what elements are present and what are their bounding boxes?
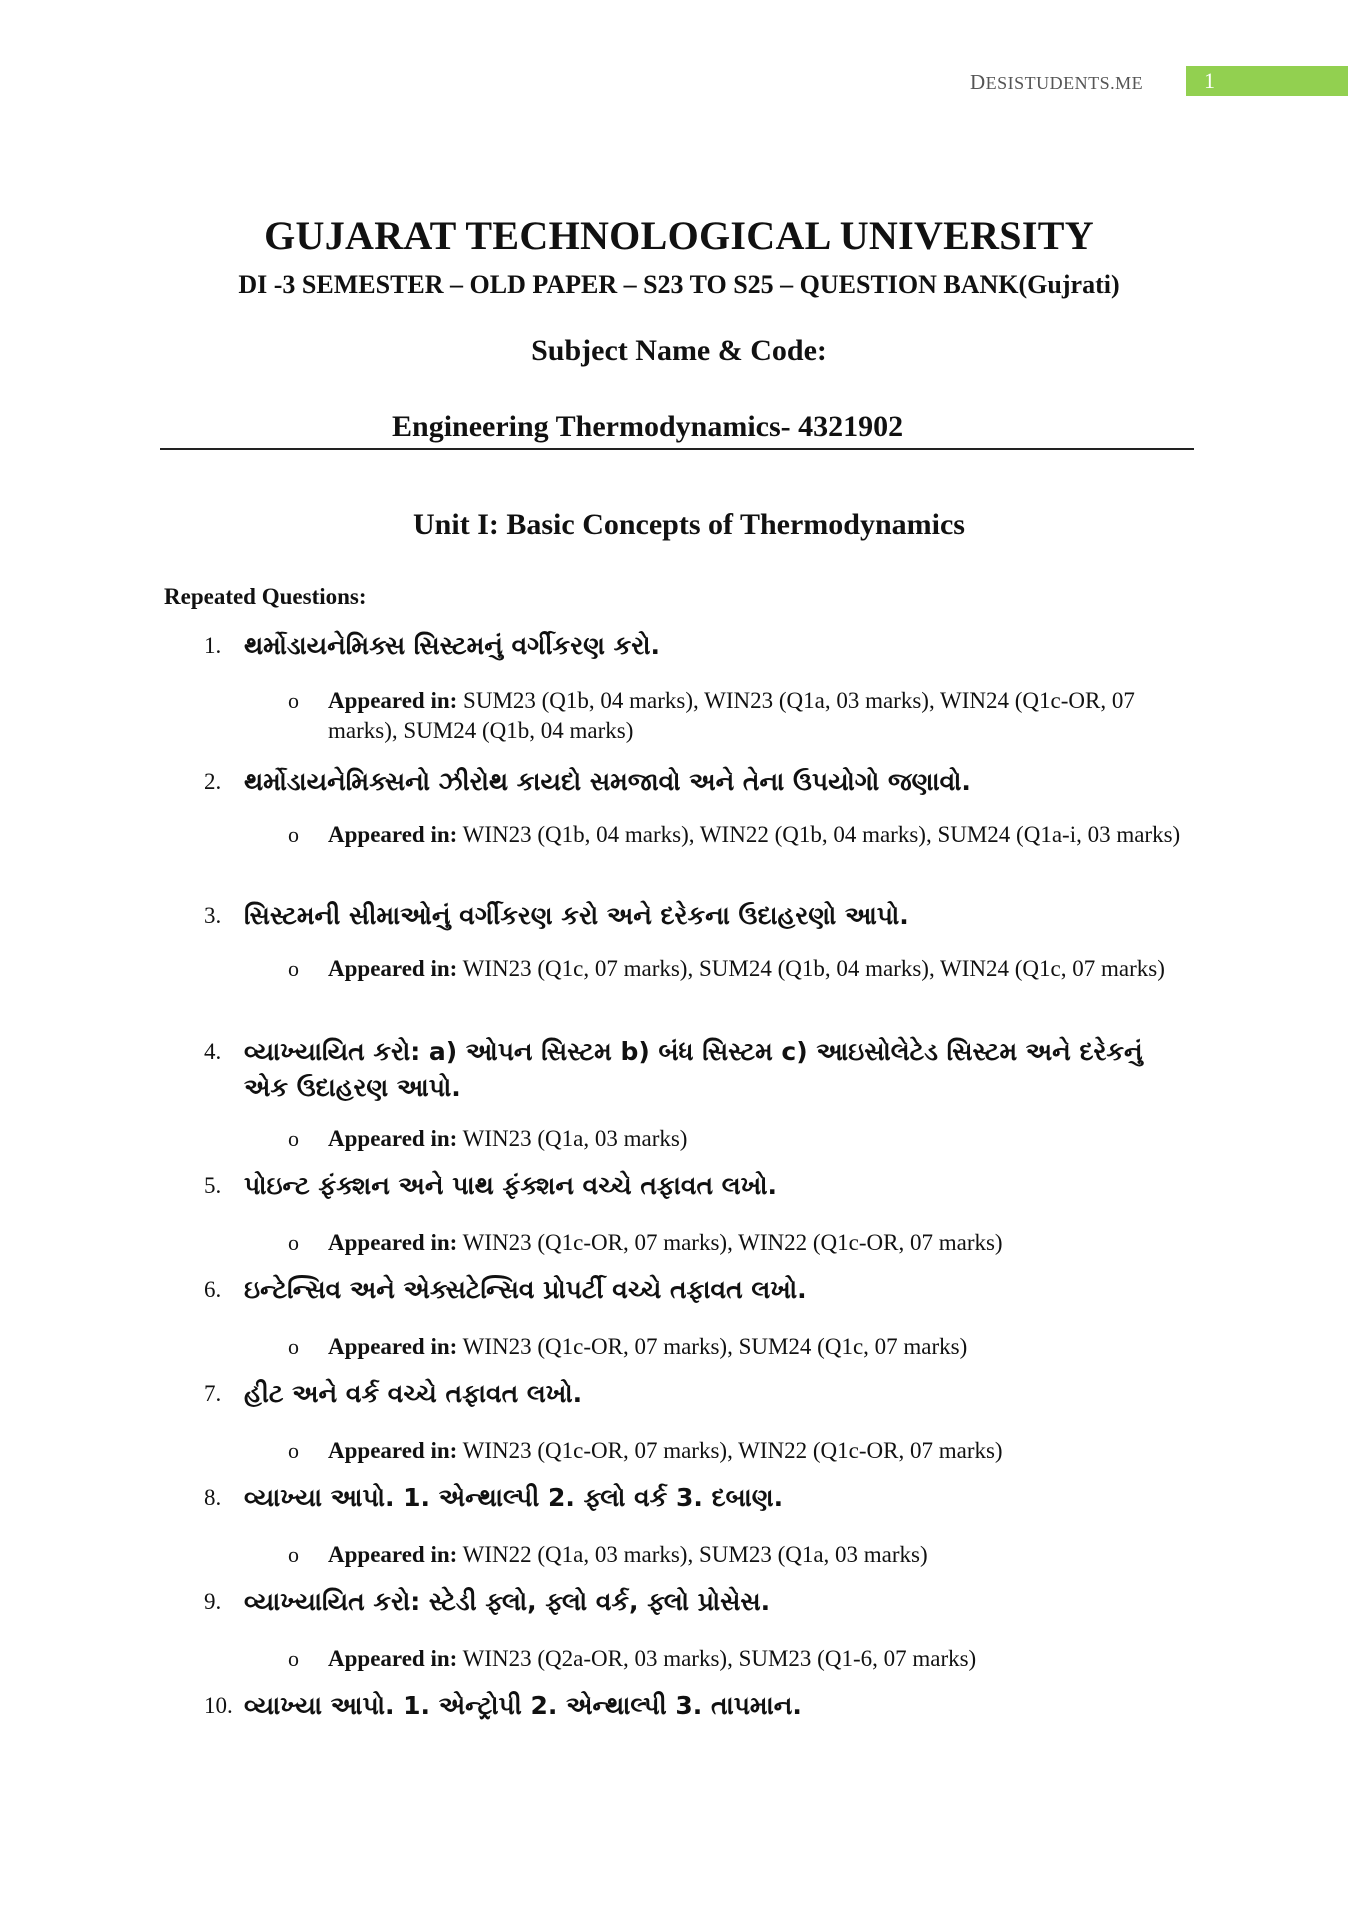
- bullet-circle-icon: o: [288, 1126, 299, 1151]
- appeared-text: WIN23 (Q1a, 03 marks): [462, 1126, 688, 1151]
- bullet-circle-icon: o: [288, 1230, 299, 1255]
- document-subtitle: DI -3 SEMESTER – OLD PAPER – S23 TO S25 – QUESTION BANK(Gujrati): [238, 270, 1120, 299]
- question-item: [204, 1272, 1194, 1308]
- question-item: [204, 1688, 1194, 1724]
- question-text: વ્યાખ્યા આપો. 1. એન્ટ્રોપી 2. એન્થાલ્પી 3. તાપમાન.: [244, 1691, 802, 1720]
- subject-name: Engineering Thermodynamics- 4321902: [392, 410, 904, 443]
- question-item: [204, 1480, 1194, 1516]
- appeared-label: Appeared in:: [328, 1230, 458, 1255]
- repeated-questions-label: Repeated Questions:: [164, 584, 367, 609]
- question-text: હીટ અને વર્ક વચ્ચે તફાવત લખો.: [244, 1379, 583, 1408]
- question-text: થર્મોડાયનેમિક્સ સિસ્ટમનું વર્ગીકરણ કરો.: [244, 631, 660, 660]
- appeared-in: [288, 954, 1188, 984]
- bullet-circle-icon: o: [288, 956, 299, 981]
- appeared-label: Appeared in:: [328, 1542, 458, 1567]
- bullet-circle-icon: o: [288, 822, 299, 847]
- question-number: 10.: [204, 1693, 233, 1718]
- appeared-label: Appeared in:: [328, 688, 458, 713]
- appeared-label: Appeared in:: [328, 956, 458, 981]
- appeared-label: Appeared in:: [328, 1334, 458, 1359]
- question-number: 5.: [204, 1173, 222, 1198]
- question-number: 2.: [204, 769, 222, 794]
- question-number: 7.: [204, 1381, 222, 1406]
- question-number: 4.: [204, 1039, 222, 1064]
- question-item: [204, 1168, 1194, 1204]
- appeared-in: [288, 820, 1188, 850]
- appeared-in: [288, 1228, 1188, 1258]
- question-item: [204, 764, 1194, 800]
- appeared-label: Appeared in:: [328, 1438, 458, 1463]
- appeared-text: WIN23 (Q1c-OR, 07 marks), SUM24 (Q1c, 07 marks): [462, 1334, 968, 1359]
- subject-label: Subject Name & Code:: [531, 334, 827, 367]
- question-item: [204, 1376, 1194, 1412]
- appeared-label: Appeared in:: [328, 822, 458, 847]
- question-item: [204, 898, 1194, 934]
- appeared-in: [288, 1124, 1188, 1154]
- appeared-text: WIN23 (Q2a-OR, 03 marks), SUM23 (Q1-6, 07 marks): [462, 1646, 977, 1671]
- page-number-badge: 1: [1186, 66, 1348, 96]
- question-number: 9.: [204, 1589, 222, 1614]
- bullet-circle-icon: o: [288, 1542, 299, 1567]
- question-text: પોઇન્ટ ફંક્શન અને પાથ ફંક્શન વચ્ચે તફાવત લખો.: [244, 1171, 777, 1200]
- appeared-in: [288, 1644, 1188, 1674]
- appeared-text: WIN23 (Q1c-OR, 07 marks), WIN22 (Q1c-OR, 07 marks): [462, 1230, 1003, 1255]
- bullet-circle-icon: o: [288, 1334, 299, 1359]
- question-number: 8.: [204, 1485, 222, 1510]
- question-number: 6.: [204, 1277, 222, 1302]
- site-name-rest: ESISTUDENTS.ME: [985, 73, 1144, 93]
- appeared-text: WIN23 (Q1b, 04 marks), WIN22 (Q1b, 04 marks), SUM24 (Q1a-i, 03 marks): [462, 822, 1181, 847]
- site-name: [970, 70, 1170, 95]
- question-item: [204, 1584, 1194, 1620]
- appeared-in: [288, 686, 1188, 746]
- question-text: સિસ્ટમની સીમાઓનું વર્ગીકરણ કરો અને દરેકના ઉદાહરણો આપો.: [244, 901, 909, 930]
- appeared-text: WIN22 (Q1a, 03 marks), SUM23 (Q1a, 03 marks): [462, 1542, 928, 1567]
- bullet-circle-icon: o: [288, 1646, 299, 1671]
- question-text: ઇન્ટેન્સિવ અને એક્સટેન્સિવ પ્રોપર્ટી વચ્ચે તફાવત લખો.: [244, 1275, 807, 1304]
- question-item: [204, 628, 1194, 664]
- bullet-circle-icon: o: [288, 688, 299, 713]
- question-text: વ્યાખ્યાયિત કરો: સ્ટેડી ફ્લો, ફ્લો વર્ક, ફ્લો પ્રોસેસ.: [244, 1587, 771, 1616]
- bullet-circle-icon: o: [288, 1438, 299, 1463]
- appeared-text: SUM23 (Q1b, 04 marks), WIN23 (Q1a, 03 marks), WIN24 (Q1c-OR, 07 marks), SUM24 (Q1b, 04 marks): [328, 688, 1135, 743]
- appeared-label: Appeared in:: [328, 1126, 458, 1151]
- appeared-in: [288, 1540, 1188, 1570]
- appeared-label: Appeared in:: [328, 1646, 458, 1671]
- question-number: 1.: [204, 633, 222, 658]
- appeared-text: WIN23 (Q1c-OR, 07 marks), WIN22 (Q1c-OR, 07 marks): [462, 1438, 1003, 1463]
- question-number: 3.: [204, 903, 222, 928]
- question-text: વ્યાખ્યા આપો. 1. એન્થાલ્પી 2. ફ્લો વર્ક 3. દબાણ.: [244, 1483, 784, 1512]
- title-divider: [160, 448, 1194, 450]
- question-text: વ્યાખ્યાયિત કરો: a) ઓપન સિસ્ટમ b) બંધ સિસ્ટમ c) આઇસોલેટેડ સિસ્ટમ અને દરેકનું એક ઉદાહરણ આપો.: [244, 1037, 1143, 1102]
- unit-title: Unit I: Basic Concepts of Thermodynamics: [413, 508, 965, 541]
- appeared-in: [288, 1436, 1188, 1466]
- question-item: [204, 1034, 1194, 1106]
- university-title: GUJARAT TECHNOLOGICAL UNIVERSITY: [264, 213, 1094, 258]
- appeared-in: [288, 1332, 1188, 1362]
- question-text: થર્મોડાયનેમિક્સનો ઝીરોથ કાયદો સમજાવો અને તેના ઉપયોગો જણાવો.: [244, 767, 971, 796]
- site-name-initial: D: [970, 70, 986, 94]
- appeared-text: WIN23 (Q1c, 07 marks), SUM24 (Q1b, 04 marks), WIN24 (Q1c, 07 marks): [462, 956, 1165, 981]
